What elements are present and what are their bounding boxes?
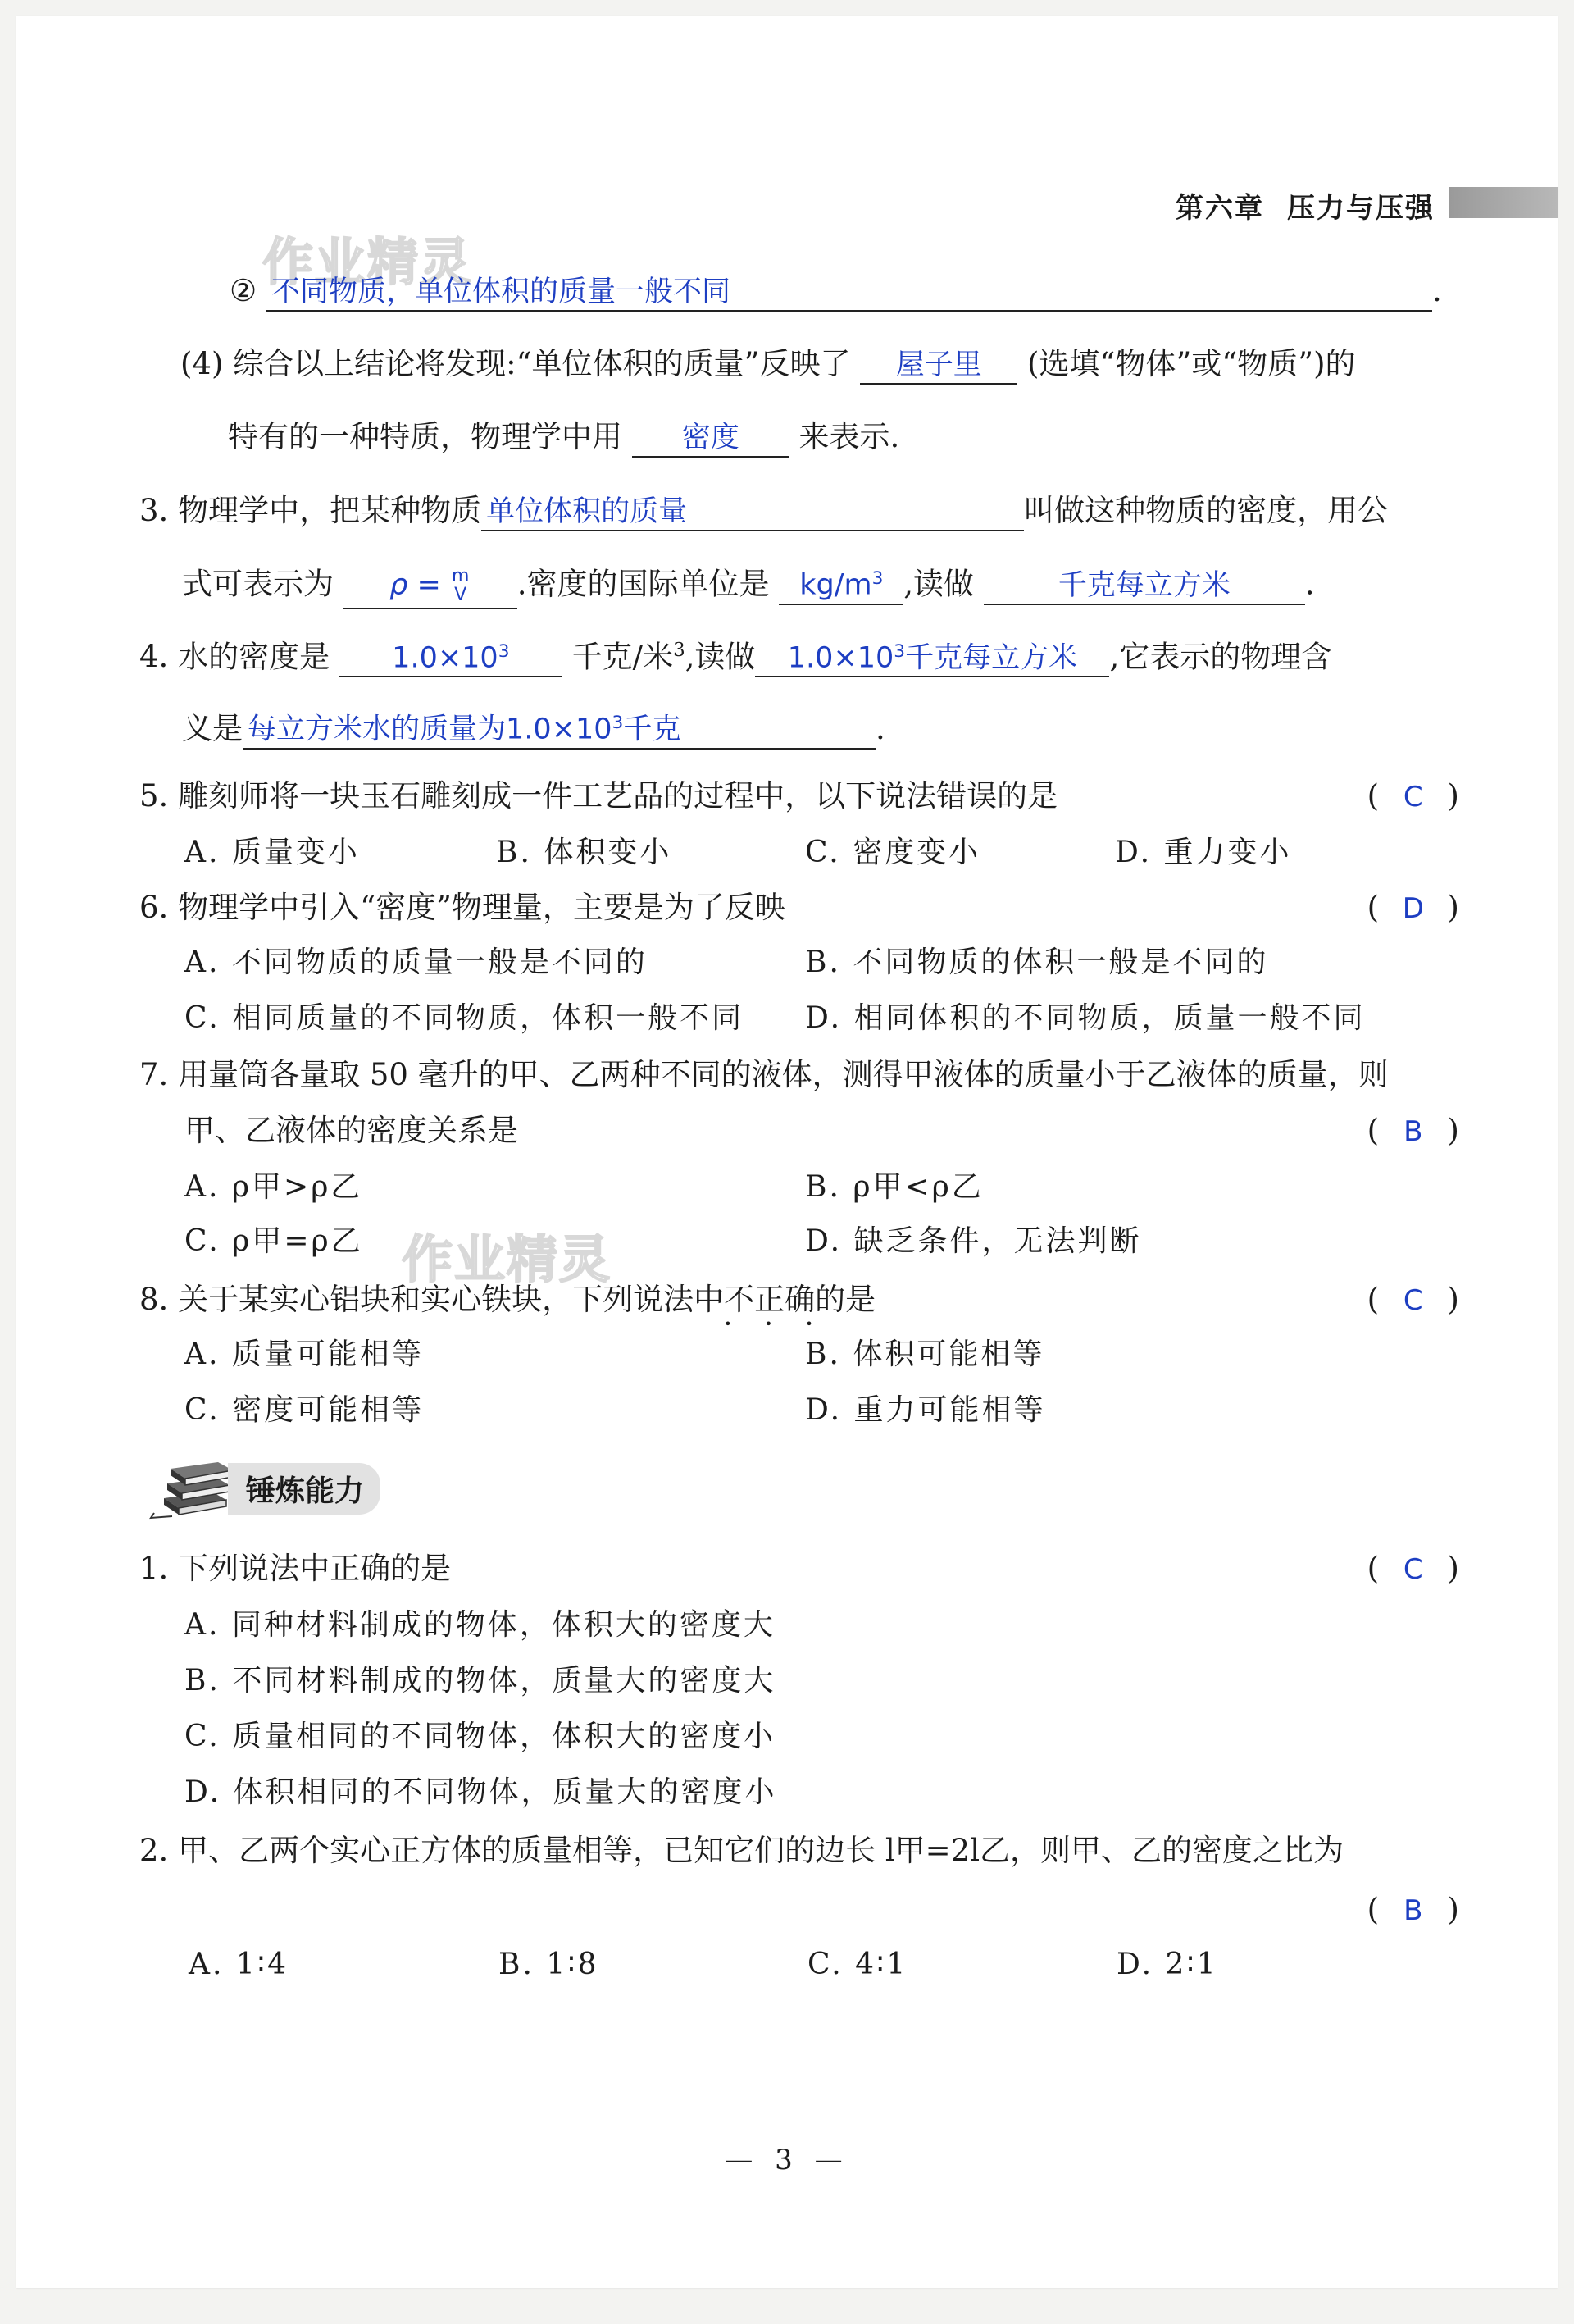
answer-paren: ( C ): [1367, 1551, 1459, 1586]
answer-blank: [755, 640, 1109, 678]
answer-paren: ( B ): [1367, 1892, 1459, 1927]
answer-value: 1.0×10: [787, 641, 894, 675]
question-stem-tail: 的是: [815, 1282, 876, 1317]
period: .: [1431, 273, 1442, 308]
option-c: C. 密度变小: [805, 836, 981, 869]
practice-1: [139, 1553, 451, 1584]
question-number: 8.: [139, 1282, 169, 1317]
answer-paren: ( D ): [1367, 890, 1459, 925]
answer-paren: ( C ): [1367, 778, 1459, 813]
question-stem: 甲、乙两个实心正方体的质量相等，已知它们的边长 l甲=2l乙，则甲、乙的密度之比为: [178, 1833, 1344, 1868]
fraction-denominator: V: [454, 585, 467, 605]
question-5: [139, 778, 1058, 813]
option-b: B. 体积变小: [496, 836, 672, 869]
choice-answer: C: [1403, 1284, 1423, 1317]
question-7-line2: 甲、乙液体的密度关系是: [184, 1113, 518, 1148]
question-text: 式可表示为: [182, 566, 334, 602]
option-a: A. 质量可能相等: [184, 1337, 424, 1371]
question-8: [139, 1284, 876, 1315]
formula-rho: ρ =: [389, 568, 441, 602]
period: .: [1304, 566, 1315, 602]
choice-answer: C: [1403, 781, 1423, 813]
question-stem: 雕刻师将一块玉石雕刻成一件工艺品的过程中，以下说法错误的是: [178, 778, 1058, 813]
question-number: 2.: [139, 1833, 169, 1868]
workbook-page: [16, 16, 1558, 2288]
question-text: ,读做: [685, 639, 756, 675]
books-icon: [148, 1456, 238, 1521]
answer-blank: [339, 640, 562, 678]
answer-superscript: 3: [894, 640, 906, 662]
section-header: [148, 1456, 380, 1521]
option-d: D. 体积相同的不同物体，质量大的密度小: [184, 1775, 777, 1809]
option-a: A. 同种材料制成的物体，体积大的密度大: [184, 1608, 776, 1642]
answer-value: 1.0×10: [392, 641, 498, 675]
unit-superscript: 3: [673, 640, 685, 661]
answer-tail: 千克: [623, 713, 681, 746]
option-c: C. ρ甲=ρ乙: [184, 1224, 363, 1258]
option-b: B. 不同物质的体积一般是不同的: [805, 946, 1269, 979]
question-number: 4.: [139, 639, 169, 675]
question-number: 5.: [139, 778, 169, 813]
option-c: C. 密度可能相等: [184, 1393, 425, 1427]
unit-text: 千克/米: [571, 639, 674, 675]
option-c: C. 质量相同的不同物体，体积大的密度小: [184, 1720, 776, 1753]
answer-tail: 千克每立方米: [905, 641, 1078, 675]
item-mark: ②: [230, 273, 257, 308]
emphasized-text: 不正确 • • •: [724, 1282, 815, 1317]
answer-value: 每立方米水的质量为1.0×10: [248, 713, 612, 746]
question-text: (4) 综合以上结论将发现:“单位体积的质量”反映了: [180, 346, 851, 381]
question-text: 水的密度是: [178, 639, 330, 675]
question-text: (选填“物体”或“物质”)的: [1027, 346, 1356, 381]
option-d: D. 重力可能相等: [805, 1393, 1046, 1427]
option-b: B. ρ甲<ρ乙: [805, 1170, 984, 1204]
option-b: B. 不同材料制成的物体，质量大的密度大: [184, 1664, 776, 1697]
watermark: 作业精灵: [402, 1229, 612, 1289]
option-c: C. 相同质量的不同物质，体积一般不同: [184, 1001, 744, 1035]
question-7: [139, 1059, 1389, 1090]
chapter-title: 压力与压强: [1287, 192, 1435, 225]
question-text: 物理学中，把某种物质: [178, 493, 482, 528]
answer-blank: [243, 714, 876, 750]
section-label: 锤炼能力: [228, 1463, 380, 1515]
unit-superscript: 3: [871, 567, 884, 589]
question-number: 3.: [139, 493, 169, 528]
question-text: 来表示.: [798, 419, 900, 454]
option-a: A. ρ甲>ρ乙: [184, 1170, 363, 1204]
option-d: D. 重力变小: [1115, 836, 1292, 869]
question-text: .密度的国际单位是: [516, 566, 770, 602]
option-d: D. 缺乏条件，无法判断: [805, 1224, 1142, 1258]
question-4: [139, 641, 1331, 677]
option-a: A. 1∶4: [189, 1948, 289, 1981]
question-text: 叫做这种物质的密度，用公: [1024, 493, 1389, 528]
question-number: 7.: [139, 1057, 169, 1092]
question-stem: 关于某实心铝块和实心铁块，下列说法中: [178, 1282, 725, 1317]
period: .: [876, 711, 885, 746]
chapter-number: 第六章: [1176, 192, 1264, 225]
practice-2: [139, 1835, 1344, 1866]
q2-part4: [180, 346, 1356, 385]
question-number: 1.: [139, 1551, 169, 1586]
choice-answer: B: [1403, 1894, 1423, 1927]
answer-paren: ( B ): [1367, 1113, 1459, 1148]
unit-text: kg/m: [799, 568, 872, 602]
question-3: [139, 495, 1388, 531]
answer-paren: ( C ): [1367, 1282, 1459, 1317]
option-c: C. 4∶1: [807, 1948, 908, 1981]
choice-answer: B: [1403, 1115, 1423, 1148]
option-a: A. 质量变小: [184, 836, 360, 869]
option-b: B. 1∶8: [498, 1948, 599, 1981]
unit-blank: [779, 567, 903, 605]
answer-blank: 屋子里: [860, 351, 1017, 385]
option-d: D. 2∶1: [1117, 1948, 1218, 1981]
option-a: A. 不同物质的质量一般是不同的: [184, 946, 648, 979]
question-stem: 用量筒各量取 50 毫升的甲、乙两种不同的液体，测得甲液体的质量小于乙液体的质量，则: [178, 1057, 1389, 1092]
answer-blank: 密度: [632, 424, 789, 458]
chapter-header: [1176, 185, 1435, 226]
header-bar: [1449, 187, 1558, 218]
question-3-line2: [182, 567, 1315, 609]
question-text: 义是: [182, 711, 243, 746]
answer-blank: 不同物质，单位体积的质量一般不同: [266, 278, 1432, 312]
answer-blank: 千克每立方米: [984, 572, 1305, 605]
option-d: D. 相同体积的不同物质，质量一般不同: [805, 1001, 1366, 1035]
answer-blank: 单位体积的质量: [481, 498, 1024, 531]
question-number: 6.: [139, 890, 169, 925]
question-text: 特有的一种特质，物理学中用: [228, 419, 622, 454]
formula-fraction: [450, 567, 471, 604]
choice-answer: D: [1402, 892, 1424, 925]
question-4-line2: [182, 713, 885, 750]
answer-superscript: 3: [612, 713, 624, 734]
page-number: — 3 —: [725, 2144, 849, 2176]
question-text: ,它表示的物理含: [1109, 639, 1332, 675]
answer-superscript: 3: [498, 640, 510, 662]
fraction-numerator: m: [451, 566, 470, 586]
question-stem: 下列说法中正确的是: [178, 1551, 452, 1586]
question-6: [139, 892, 785, 923]
q2-item2: [230, 273, 1442, 312]
formula-blank: [343, 567, 517, 609]
choice-answer: C: [1403, 1553, 1423, 1586]
option-b: B. 体积可能相等: [805, 1337, 1045, 1371]
watermark: 作业精灵: [262, 232, 473, 292]
question-stem: 物理学中引入“密度”物理量，主要是为了反映: [178, 890, 785, 925]
question-text: ,读做: [903, 566, 975, 602]
q2-part4-line2: [228, 419, 900, 458]
